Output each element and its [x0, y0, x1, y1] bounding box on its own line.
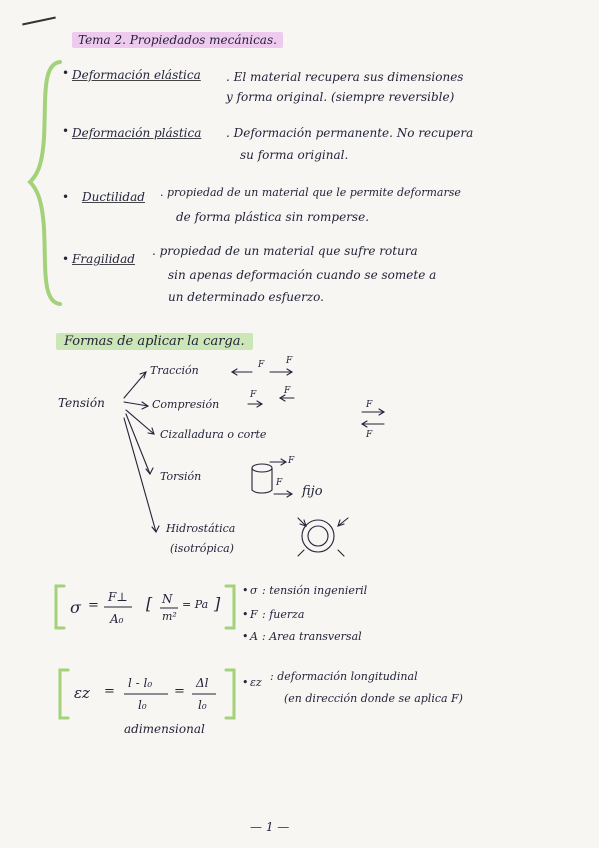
formula-2-lhs: εz: [74, 684, 90, 702]
label-F: F: [366, 400, 373, 410]
label-hidrostatica: Hidrostática: [166, 522, 236, 535]
term-deformacion-plastica: Deformación plástica: [72, 126, 202, 140]
definition-line: su forma original.: [240, 148, 349, 162]
legend-text: : deformación longitudinal: [270, 670, 418, 683]
legend-symbol: F: [250, 608, 258, 621]
definition-line: . propiedad de un material que le permite deformarse: [160, 186, 461, 199]
label-F: F: [284, 386, 291, 396]
legend-text: (en dirección donde se aplica F): [284, 692, 463, 705]
formula-2-under: adimensional: [124, 722, 205, 736]
legend-bullet: •: [242, 584, 249, 597]
label-compresion: Compresión: [152, 398, 220, 411]
formula-1-den: A₀: [110, 612, 124, 626]
formula-2-eq2: =: [174, 684, 185, 699]
label-isotropica: (isotrópica): [170, 542, 234, 555]
term-ductilidad: Ductilidad: [82, 190, 145, 204]
legend-text: : fuerza: [262, 608, 305, 621]
bullet: •: [62, 66, 70, 80]
definition-line: . El material recupera sus dimensiones: [226, 70, 464, 84]
formula-1-units-eq: = Pa: [182, 598, 209, 611]
legend-bullet: •: [242, 676, 249, 689]
legend-bullet: •: [242, 608, 249, 621]
formula-2-eq: =: [104, 684, 115, 699]
bullet: •: [62, 124, 70, 138]
formula-1-units-den: m²: [162, 610, 177, 623]
label-F: F: [276, 478, 283, 488]
legend-symbol: εz: [250, 676, 262, 689]
legend-text: : tensión ingenieril: [262, 584, 368, 597]
label-F: F: [258, 360, 265, 370]
label-F: F: [288, 456, 295, 466]
label-F: F: [286, 356, 293, 366]
definition-line: . Deformación permanente. No recupera: [226, 126, 474, 140]
definition-line: de forma plástica sin romperse.: [176, 210, 370, 224]
legend-text: : Area transversal: [262, 630, 362, 643]
bullet: •: [62, 252, 70, 266]
definition-line: un determinado esfuerzo.: [168, 290, 324, 304]
definition-line: . propiedad de un material que sufre rotura: [152, 244, 418, 258]
label-F: F: [250, 390, 257, 400]
legend-bullet: •: [242, 630, 249, 643]
label-cizalladura: Cizalladura o corte: [160, 428, 267, 441]
label-F: F: [366, 430, 373, 440]
formula-1-bracket-open: [: [146, 594, 153, 613]
legend-symbol: σ: [250, 584, 258, 597]
formula-2-den2: l₀: [198, 698, 207, 712]
formula-1-units-num: N: [162, 592, 173, 606]
label-tension: Tensión: [58, 396, 105, 410]
term-fragilidad: Fragilidad: [72, 252, 135, 266]
formula-2-num2: Δl: [196, 676, 209, 690]
page-number: — 1 —: [250, 820, 290, 834]
formula-1-lhs: σ: [70, 598, 81, 617]
formula-1-bracket-close: ]: [214, 594, 221, 613]
label-traccion: Tracción: [150, 364, 199, 377]
formula-2-num1: l - l₀: [128, 676, 153, 690]
formula-1-eq: =: [88, 598, 99, 613]
section-title: Formas de aplicar la carga.: [56, 333, 253, 350]
label-fijo: fijo: [302, 484, 323, 499]
definition-line: y forma original. (siempre reversible): [226, 90, 455, 104]
formula-1-num: F⊥: [108, 590, 128, 604]
bullet: •: [62, 190, 70, 204]
definition-line: sin apenas deformación cuando se somete a: [168, 268, 437, 282]
legend-symbol: A: [250, 630, 258, 643]
formula-2-den1: l₀: [138, 698, 147, 712]
label-torsion: Torsión: [160, 470, 202, 483]
term-deformacion-elastica: Deformación elástica: [72, 68, 201, 82]
page-title: Tema 2. Propiedados mecánicas.: [72, 32, 283, 48]
